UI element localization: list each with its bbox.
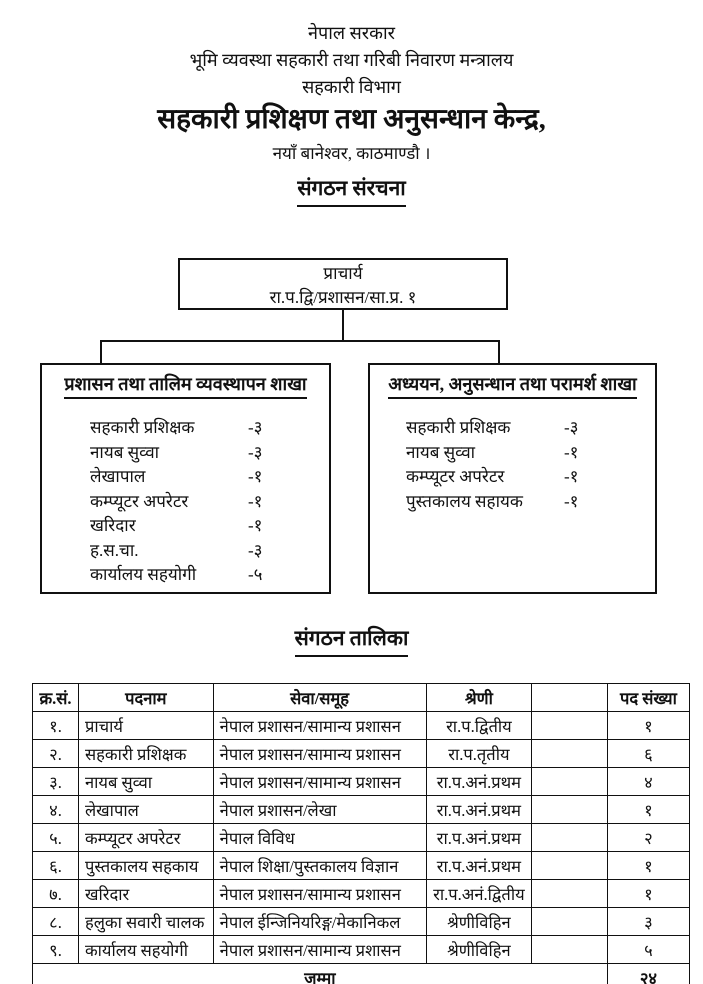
- table-row: [33, 908, 690, 936]
- table-row: [33, 768, 690, 796]
- cell-service: नेपाल प्रशासन/सामान्य प्रशासन: [213, 712, 426, 740]
- government-name: नेपाल सरकार: [308, 23, 395, 43]
- item-count: -३: [564, 418, 579, 437]
- cell-sn: ४.: [33, 796, 79, 824]
- table-row: [33, 740, 690, 768]
- cell-sn: ९.: [33, 936, 79, 964]
- cell-blank: [532, 852, 608, 880]
- item-count: -५: [248, 565, 263, 584]
- admin-branch-items: [42, 416, 329, 588]
- item-count: -१: [248, 491, 263, 511]
- cell-grade: श्रेणीविहिन: [426, 936, 532, 964]
- principal-box: [178, 258, 508, 310]
- item-count: -१: [564, 491, 579, 511]
- cell-grade: रा.प.अनं.प्रथम: [426, 768, 532, 796]
- cell-position: प्राचार्य: [78, 712, 213, 740]
- principal-title: प्राचार्य: [323, 264, 363, 283]
- center-name: सहकारी प्रशिक्षण तथा अनुसन्धान केन्द्र,: [157, 104, 546, 135]
- col-header-position: पदनाम: [78, 684, 213, 712]
- letterhead: [0, 20, 703, 169]
- cell-count: १: [607, 852, 689, 880]
- branch-item: [90, 539, 329, 564]
- branch-item: [406, 441, 655, 466]
- cell-position: सहकारी प्रशिक्षक: [78, 740, 213, 768]
- total-label: जम्मा: [33, 964, 608, 984]
- item-label: नायब सुव्वा: [90, 442, 160, 462]
- cell-position: नायब सुव्वा: [78, 768, 213, 796]
- col-header-count: पद संख्या: [607, 684, 689, 712]
- cell-count: १: [607, 712, 689, 740]
- cell-count: ६: [607, 740, 689, 768]
- cell-service: नेपाल शिक्षा/पुस्तकालय विज्ञान: [213, 852, 426, 880]
- cell-service: नेपाल प्रशासन/सामान्य प्रशासन: [213, 740, 426, 768]
- cell-grade: रा.प.अनं.प्रथम: [426, 796, 532, 824]
- item-count: -१: [248, 516, 263, 535]
- research-branch-title: अध्ययन, अनुसन्धान तथा परामर्श शाखा: [388, 372, 636, 399]
- research-branch-heading: [370, 372, 655, 399]
- research-branch-items: [370, 416, 655, 514]
- cell-grade: रा.प.तृतीय: [426, 740, 532, 768]
- cell-sn: १.: [33, 712, 79, 740]
- item-label: कम्प्यूटर अपरेटर: [406, 467, 505, 486]
- table-row: [33, 796, 690, 824]
- cell-count: ३: [607, 908, 689, 936]
- cell-position: कार्यालय सहयोगी: [78, 936, 213, 964]
- cell-blank: [532, 768, 608, 796]
- connector-horizontal-line: [100, 340, 500, 342]
- admin-training-branch-box: [40, 363, 331, 594]
- cell-blank: [532, 880, 608, 908]
- cell-count: १: [607, 880, 689, 908]
- cell-sn: ७.: [33, 880, 79, 908]
- cell-blank: [532, 740, 608, 768]
- item-count: -३: [248, 540, 263, 560]
- table-section-title: संगठन तालिका: [295, 624, 409, 657]
- cell-position: लेखापाल: [78, 796, 213, 824]
- cell-service: नेपाल प्रशासन/सामान्य प्रशासन: [213, 936, 426, 964]
- table-section-heading: [0, 624, 703, 657]
- cell-blank: [532, 712, 608, 740]
- item-label: सहकारी प्रशिक्षक: [406, 418, 511, 437]
- cell-grade: रा.प.अनं.द्वितीय: [426, 880, 532, 908]
- cell-blank: [532, 796, 608, 824]
- col-header-grade: श्रेणी: [426, 684, 532, 712]
- principal-grade: रा.प.द्वि/प्रशासन/सा.प्र. १: [269, 288, 417, 307]
- branch-item: [90, 416, 329, 441]
- branch-item: [90, 465, 329, 490]
- structure-section-title: संगठन संरचना: [297, 174, 405, 207]
- cell-count: ५: [607, 936, 689, 964]
- item-label: सहकारी प्रशिक्षक: [90, 418, 195, 437]
- cell-sn: ६.: [33, 852, 79, 880]
- cell-service: नेपाल प्रशासन/सामान्य प्रशासन: [213, 880, 426, 908]
- item-label: नायब सुव्वा: [406, 442, 476, 462]
- organization-table: [32, 683, 690, 984]
- organization-table-wrap: [32, 683, 690, 984]
- col-header-service: सेवा/समूह: [213, 684, 426, 712]
- cell-service: नेपाल प्रशासन/सामान्य प्रशासन: [213, 768, 426, 796]
- cell-position: हलुका सवारी चालक: [78, 908, 213, 936]
- cell-grade: रा.प.द्वितीय: [426, 712, 532, 740]
- cell-service: नेपाल प्रशासन/लेखा: [213, 796, 426, 824]
- branch-item: [406, 416, 655, 441]
- cell-count: २: [607, 824, 689, 852]
- cell-sn: २.: [33, 740, 79, 768]
- org-chart: [0, 258, 703, 598]
- branch-item: [90, 514, 329, 539]
- center-address: नयाँ बानेश्वर, काठमाण्डौ ।: [272, 144, 431, 163]
- connector-root-stub: [342, 310, 344, 340]
- item-count: -१: [248, 467, 263, 486]
- cell-blank: [532, 824, 608, 852]
- branch-item: [406, 490, 655, 515]
- branch-item: [406, 465, 655, 490]
- table-row: [33, 712, 690, 740]
- cell-grade: रा.प.अनं.प्रथम: [426, 852, 532, 880]
- study-research-branch-box: [368, 363, 657, 594]
- admin-branch-heading: [42, 372, 329, 399]
- connector-right-drop: [498, 340, 500, 363]
- item-label: लेखापाल: [90, 467, 146, 486]
- col-header-blank: [532, 684, 608, 712]
- table-row: [33, 936, 690, 964]
- cell-blank: [532, 936, 608, 964]
- table-row: [33, 852, 690, 880]
- table-row: [33, 880, 690, 908]
- total-value: २४: [607, 964, 689, 984]
- table-row: [33, 824, 690, 852]
- cell-grade: रा.प.अनं.प्रथम: [426, 824, 532, 852]
- cell-position: खरिदार: [78, 880, 213, 908]
- cell-blank: [532, 908, 608, 936]
- structure-section-heading: [0, 174, 703, 207]
- branch-item: [90, 441, 329, 466]
- connector-left-drop: [100, 340, 102, 363]
- cell-sn: ८.: [33, 908, 79, 936]
- cell-service: नेपाल ईन्जिनियरिङ्ग/मेकानिकल: [213, 908, 426, 936]
- item-label: खरिदार: [90, 516, 136, 535]
- item-label: ह.स.चा.: [90, 540, 139, 560]
- cell-count: ४: [607, 768, 689, 796]
- cell-sn: ३.: [33, 768, 79, 796]
- item-count: -१: [564, 442, 579, 462]
- item-label: पुस्तकालय सहायक: [406, 491, 523, 511]
- col-header-sn: क्र.सं.: [33, 684, 79, 712]
- branch-item: [90, 563, 329, 588]
- admin-branch-title: प्रशासन तथा तालिम व्यवस्थापन शाखा: [64, 372, 306, 399]
- item-count: -३: [248, 418, 263, 437]
- cell-grade: श्रेणीविहिन: [426, 908, 532, 936]
- branch-item: [90, 490, 329, 515]
- total-row: [33, 964, 690, 984]
- item-count: -३: [248, 442, 263, 462]
- ministry-name: भूमि व्यवस्था सहकारी तथा गरिबी निवारण मन्त्रालय: [189, 50, 514, 70]
- cell-count: १: [607, 796, 689, 824]
- cell-position: पुस्तकालय सहकाय: [78, 852, 213, 880]
- cell-service: नेपाल विविध: [213, 824, 426, 852]
- cell-position: कम्प्यूटर अपरेटर: [78, 824, 213, 852]
- item-label: कम्प्यूटर अपरेटर: [90, 491, 189, 511]
- item-count: -१: [564, 467, 579, 486]
- item-label: कार्यालय सहयोगी: [90, 565, 197, 584]
- cell-sn: ५.: [33, 824, 79, 852]
- table-header-row: [33, 684, 690, 712]
- department-name: सहकारी विभाग: [302, 77, 401, 97]
